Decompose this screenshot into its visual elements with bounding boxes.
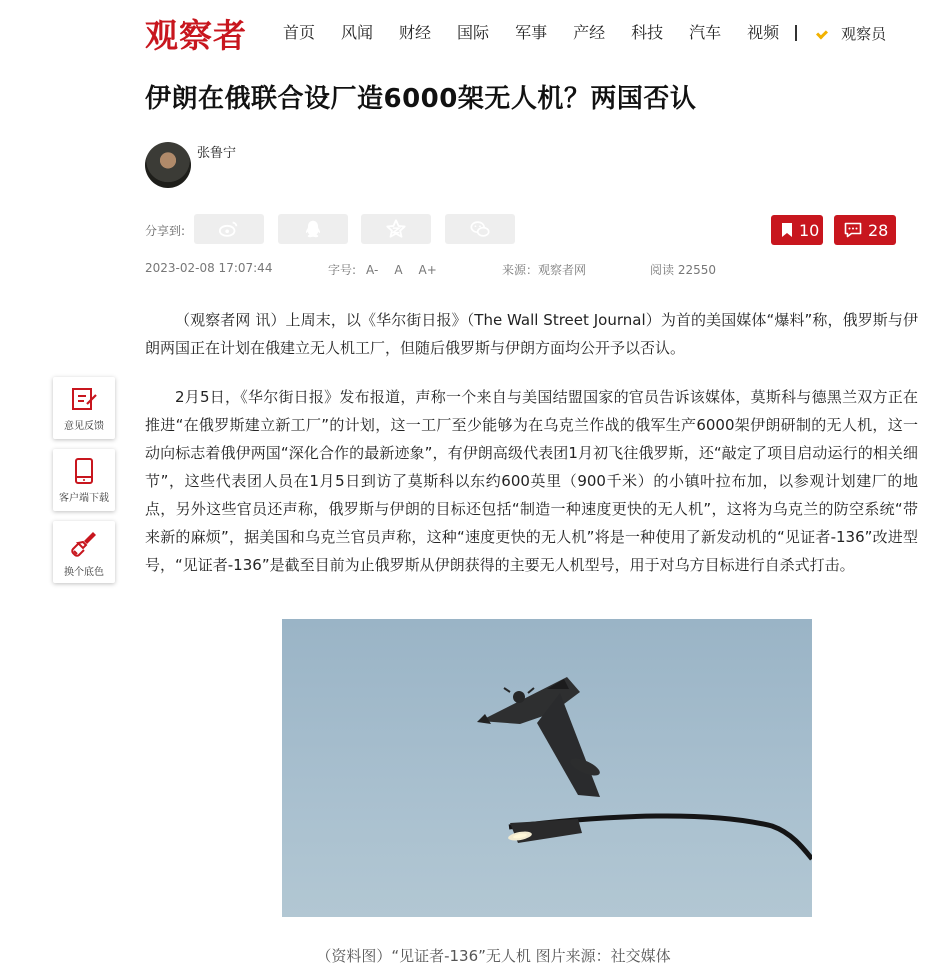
drone-photo	[282, 619, 812, 917]
app-download-label: 客户端下载	[59, 493, 109, 504]
read-count: 阅读 22550	[650, 263, 716, 277]
weibo-icon	[218, 218, 240, 240]
nav-finance[interactable]: 财经	[399, 23, 432, 42]
publish-time: 2023-02-08 17:07:44	[145, 261, 273, 275]
comment-count: 28	[868, 220, 889, 240]
share-wechat-button[interactable]	[445, 214, 515, 244]
bookmark-count: 10	[799, 220, 820, 240]
qzone-star-icon	[385, 218, 407, 240]
nav-home[interactable]: 首页	[283, 23, 316, 42]
main-nav	[283, 22, 886, 44]
author-name[interactable]: 张鲁宁	[197, 146, 237, 161]
edit-feedback-icon	[70, 385, 98, 413]
nav-fengwen[interactable]: 风闻	[341, 23, 374, 42]
font-large-button[interactable]: A+	[418, 263, 437, 277]
wechat-icon	[469, 218, 491, 240]
top-navbar	[0, 0, 937, 66]
article-title: 伊朗在俄联合设厂造6000架无人机？两国否认	[145, 84, 697, 114]
share-qzone-button[interactable]	[361, 214, 431, 244]
article-paragraph-1: （观察者网 讯）上周末，以《华尔街日报》（The Wall Street Journal）为首的美国媒体“爆料”称，俄罗斯与伊朗两国正在计划在俄建立无人机工厂，但随后俄罗斯与伊朗方面均公开予以否认。	[145, 311, 918, 357]
share-label: 分享到:	[145, 224, 186, 238]
font-size-label: 字号:	[328, 263, 357, 277]
nav-divider	[795, 25, 797, 41]
change-background-button[interactable]	[53, 521, 115, 583]
author-avatar[interactable]	[145, 142, 191, 188]
nav-international[interactable]: 国际	[457, 23, 490, 42]
article-paragraph-2: 2月5日，《华尔街日报》发布报道，声称一个来自与美国结盟国家的官员告诉该媒体，莫斯科与德黑兰双方正在推进“在俄罗斯建立新工厂”的计划，这一工厂至少能够为在乌克兰作战的俄军生产6000架伊朗研制的无人机，这一动向标志着俄伊两国“深化合作的最新迹象”，有伊朗高级代表团1月初飞往俄罗斯，还“敲定了项目启动运行的相关细节”，这些代表团人员在1月5日到访了莫斯科以东约600英里（900千米）的小镇叶拉布加，以参观计划建厂的地点，另外这些官员还声称，俄罗斯与伊朗的目标还包括“制造一种速度更快的无人机”，这将为乌克兰的防空系统“带来新的麻烦”，据美国和乌克兰官员声称，这种“速度更快的无人机”将是一种使用了新发动机的“见证者-136”改进型号，“见证者-136”是截至目前为止俄罗斯从伊朗获得的主要无人机型号，用于对乌方目标进行自杀式打击。	[145, 388, 918, 574]
comment-icon	[844, 222, 862, 238]
feedback-label: 意见反馈	[64, 421, 104, 432]
comment-button[interactable]	[834, 215, 896, 245]
share-weibo-button[interactable]	[194, 214, 264, 244]
share-qq-button[interactable]	[278, 214, 348, 244]
check-icon	[817, 27, 833, 39]
bookmark-button[interactable]	[771, 215, 823, 245]
font-size-control	[328, 261, 437, 278]
feedback-button[interactable]	[53, 377, 115, 439]
brush-icon	[69, 529, 99, 559]
nav-video[interactable]: 视频	[747, 23, 780, 42]
qq-icon	[302, 218, 324, 240]
bookmark-icon	[781, 222, 793, 238]
font-normal-button[interactable]: A	[394, 263, 403, 277]
nav-industry[interactable]: 产经	[573, 23, 606, 42]
font-small-button[interactable]: A-	[366, 263, 379, 277]
app-download-button[interactable]	[53, 449, 115, 511]
tablet-icon	[70, 457, 98, 485]
observer-label: 观察员	[841, 24, 887, 43]
article-source: 来源：观察者网	[502, 263, 587, 277]
change-background-label: 换个底色	[64, 567, 104, 578]
image-caption: （资料图）“见证者-136”无人机 图片来源：社交媒体	[316, 947, 671, 965]
nav-military[interactable]: 军事	[515, 23, 548, 42]
nav-auto[interactable]: 汽车	[689, 23, 722, 42]
observer-link[interactable]	[817, 23, 886, 44]
site-logo[interactable]: 观察者	[145, 16, 247, 55]
nav-tech[interactable]: 科技	[631, 23, 664, 42]
